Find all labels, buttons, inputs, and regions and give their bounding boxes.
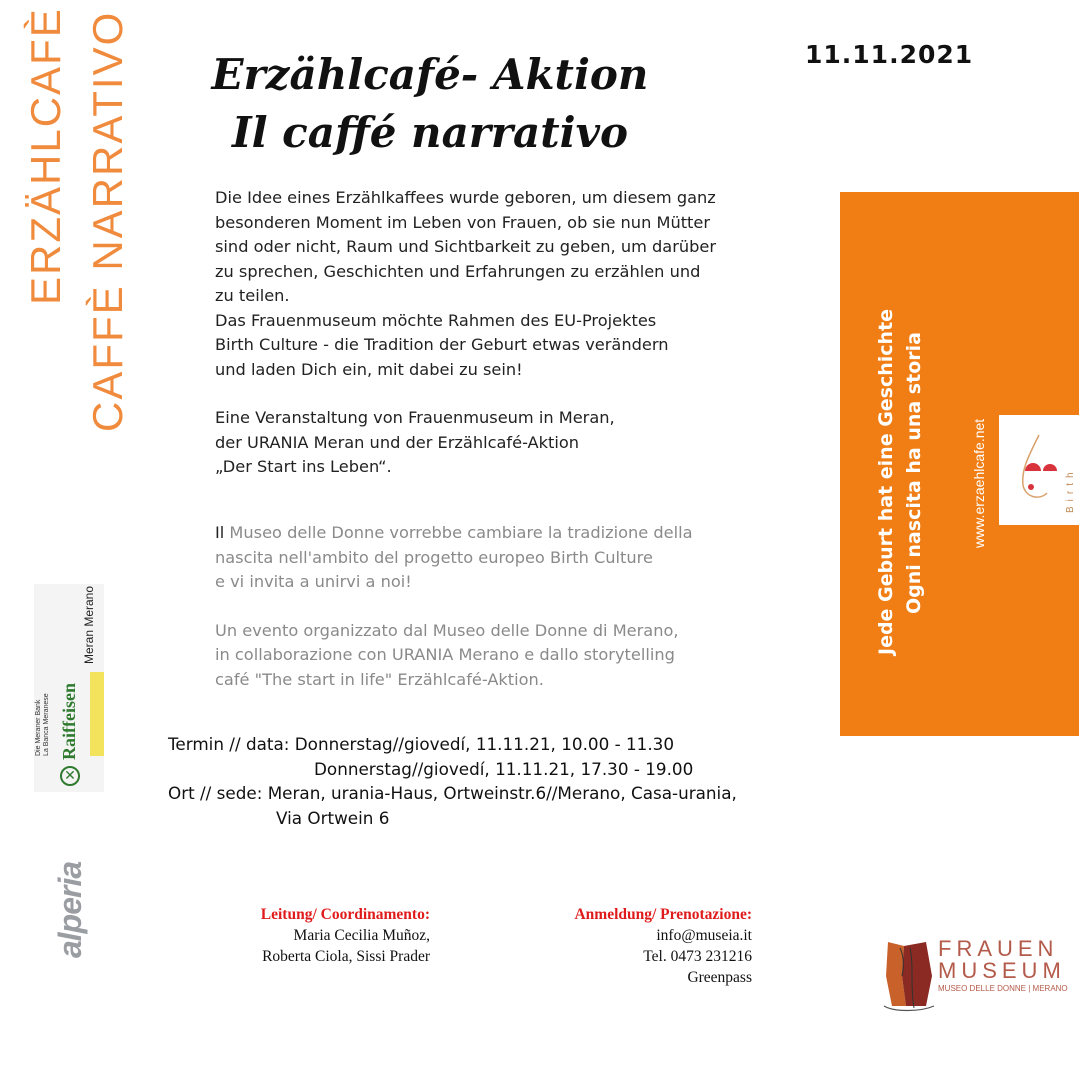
text-line: sind oder nicht, Raum und Sichtbarkeit zu geben, um darüber — [215, 237, 716, 256]
title-line-de: Erzählcafé- Aktion — [211, 50, 649, 99]
italian-paragraph-1 — [215, 521, 775, 595]
german-text — [215, 186, 775, 480]
website-link[interactable]: www.erzaehlcafe.net — [971, 418, 987, 548]
museum-line-1: FRAUEN — [938, 936, 1059, 961]
text-line: café "The start in life" Erzählcafé-Aktion. — [215, 669, 544, 689]
german-paragraph-2 — [215, 406, 775, 480]
leitung-label: Leitung/ Coordinamento: — [260, 906, 430, 923]
anmeldung-label: Anmeldung/ Prenotazione: — [574, 906, 752, 923]
alperia-logo: alperia — [52, 861, 88, 958]
raiffeisen-logo — [34, 584, 104, 792]
raiffeisen-yellow-bar — [90, 672, 104, 756]
text-line: Das Frauenmuseum möchte Rahmen des EU-Projektes — [215, 310, 657, 330]
ort-line-2: Via Ortwein 6 — [276, 807, 390, 828]
termin-label: Termin // data: — [168, 734, 290, 754]
side-title-line2: CAFFÈ NARRATIVO — [84, 10, 131, 432]
termin-row-2 — [168, 757, 737, 782]
text-line: in collaborazione con URANIA Merano e dallo storytelling — [215, 645, 675, 664]
termin-2: Donnerstag//giovedí, 11.11.21, 17.30 - 19.00 — [314, 758, 694, 779]
italian-first-word: Il — [215, 523, 225, 542]
italian-line-rest: Museo delle Donne vorrebbe cambiare la tradizione della — [224, 523, 693, 542]
side-title-line1: ERZÄHLCAFÈ — [22, 7, 69, 305]
anmeldung-phone[interactable]: Tel. 0473 231216 — [643, 948, 752, 965]
text-line: besonderen Moment im Leben von Frauen, ob sie nun Mütter — [215, 212, 711, 232]
text-line: zu teilen. — [215, 286, 290, 305]
italian-text — [215, 521, 775, 692]
main-title — [170, 46, 690, 162]
text-line: Die Idee eines Erzählkaffees wurde geboren, um diesem ganz — [215, 188, 716, 207]
anmeldung-email[interactable]: info@museia.it — [656, 927, 752, 944]
text-line: nascita nell'ambito del progetto europeo Birth Culture — [215, 547, 653, 567]
museum-line-2: MUSEUM — [938, 958, 1066, 983]
text-line — [215, 521, 775, 546]
text-line: und laden Dich ein, mit dabei zu sein! — [215, 359, 523, 379]
leitung-block — [200, 904, 430, 967]
italian-paragraph-2 — [215, 619, 775, 693]
text-line: e vi invita a unirvi a noi! — [215, 572, 412, 591]
text-line: Eine Veranstaltung von Frauenmuseum in Meran, — [215, 408, 615, 427]
ort-label: Ort // sede — [168, 783, 257, 803]
corset-icon — [880, 936, 938, 1014]
event-info — [168, 732, 737, 830]
raiffeisen-small-2: La Banca Meranese — [43, 693, 50, 756]
slogan-it: Ogni nascita ha una storia — [903, 332, 925, 614]
text-line: Birth Culture - die Tradition der Geburt etwas verändern — [215, 335, 669, 354]
raiffeisen-name: Raiffeisen — [59, 683, 79, 760]
ort-line-1: : Meran, urania-Haus, Ortweinstr.6//Merano, Casa-urania, — [256, 783, 737, 803]
german-paragraph-1 — [215, 186, 775, 382]
raiffeisen-city: Meran Merano — [82, 585, 96, 664]
ort-row — [168, 781, 737, 806]
birth-logo-text: Birth — [1065, 467, 1076, 513]
event-date: 11.11.2021 — [805, 40, 974, 69]
termin-1: Donnerstag//giovedí, 11.11.21, 10.00 - 11.30 — [294, 734, 675, 754]
raiffeisen-cross-icon: ✕ — [60, 766, 80, 786]
text-line: zu sprechen, Geschichten und Erfahrungen zu erzählen und — [215, 261, 701, 281]
termin-row — [168, 732, 737, 757]
text-line: Un evento organizzato dal Museo delle Donne di Merano, — [215, 620, 679, 640]
text-line: „Der Start ins Leben“. — [215, 457, 392, 476]
text-line: der URANIA Meran und der Erzählcafé-Aktion — [215, 432, 580, 452]
ort-row-2 — [168, 806, 737, 831]
anmeldung-greenpass: Greenpass — [687, 969, 752, 986]
anmeldung-block — [510, 904, 752, 988]
slogan-de: Jede Geburt hat eine Geschichte — [875, 308, 897, 655]
raiffeisen-small-1: Die Meraner Bank — [35, 699, 42, 756]
title-line-it: Il caffé narrativo — [231, 108, 629, 157]
leitung-line-2: Roberta Ciola, Sissi Prader — [262, 948, 430, 965]
frauenmuseum-logo — [880, 936, 1070, 1016]
museum-line-3: MUSEO DELLE DONNE | MERANO — [938, 984, 1068, 993]
birth-logo — [999, 415, 1079, 525]
leitung-line-1: Maria Cecilia Muñoz, — [293, 927, 430, 944]
